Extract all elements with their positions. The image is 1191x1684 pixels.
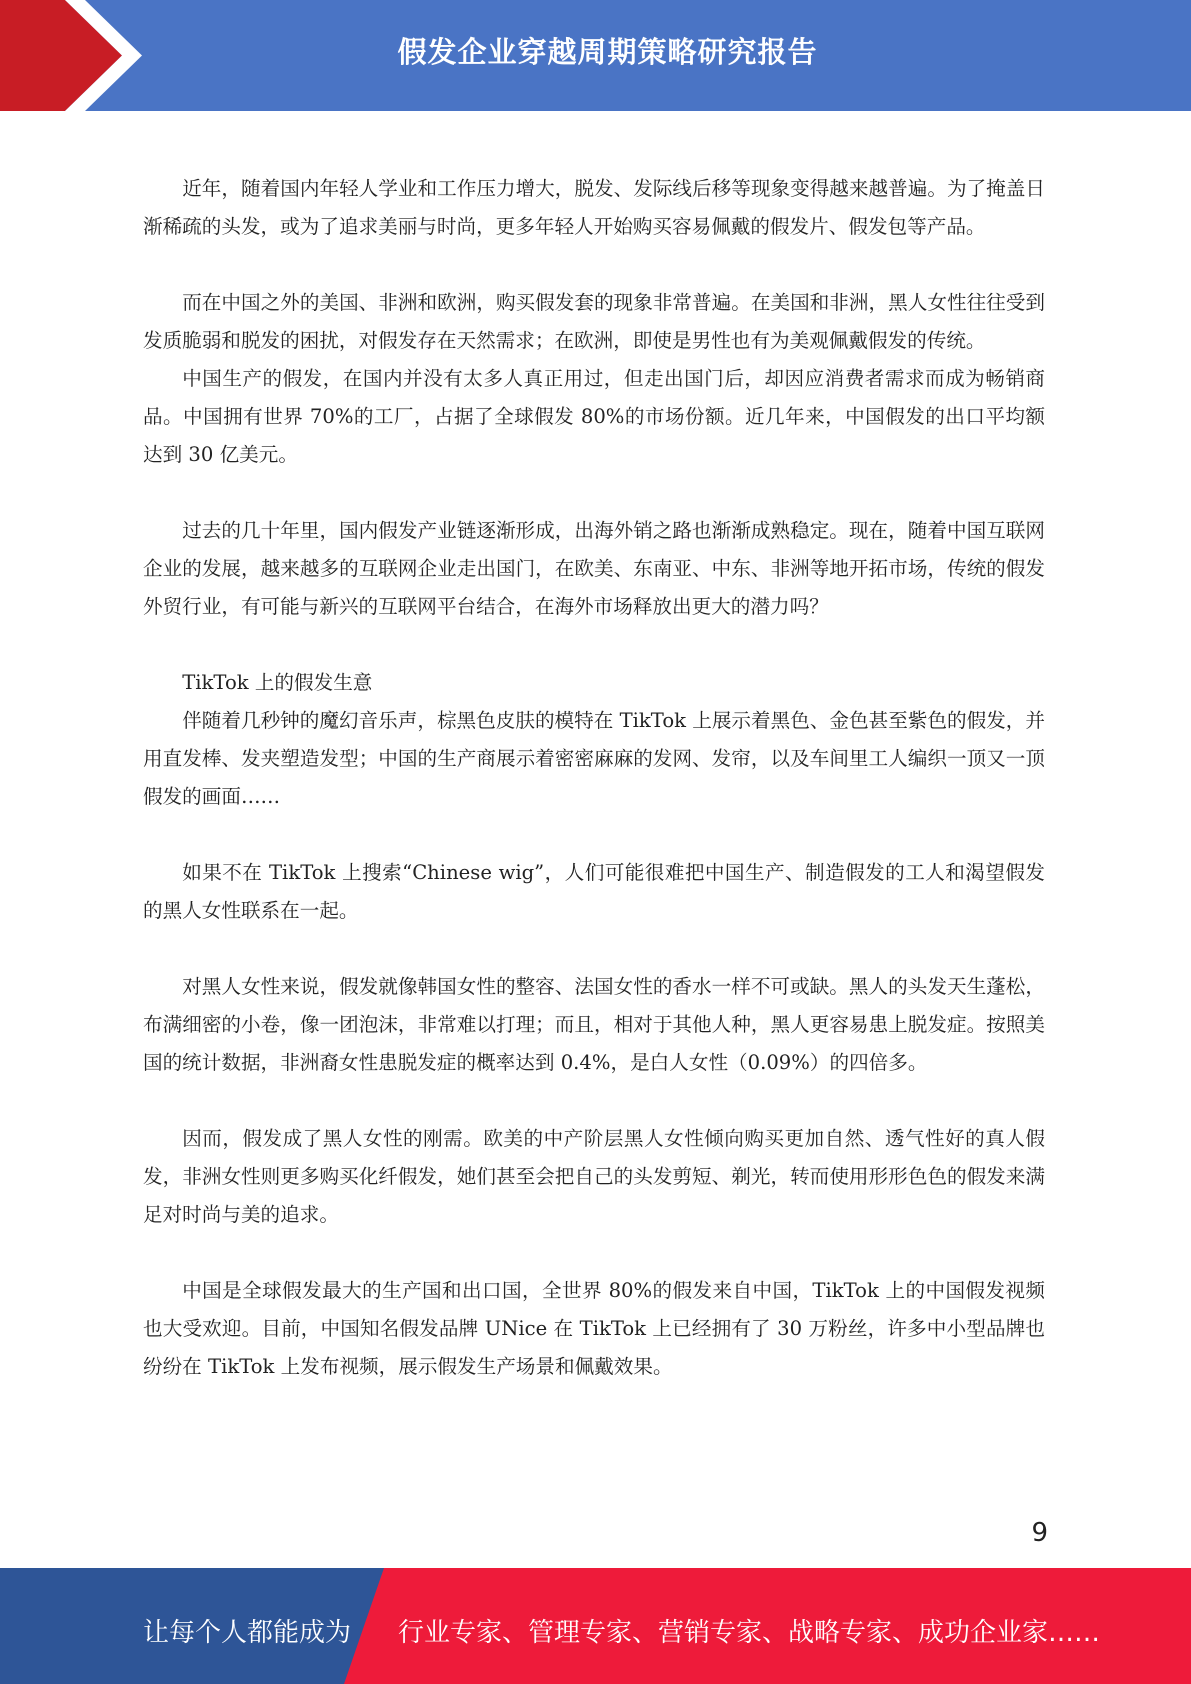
page-footer bbox=[0, 1568, 1191, 1684]
section-subheading: TikTok 上的假发生意 bbox=[182, 671, 373, 694]
paragraph: 中国生产的假发，在国内并没有太多人真正用过，但走出国门后，却因应消费者需求而成为畅销商品。中国拥有世界 70%的工厂，占据了全球假发 80%的市场份额。近几年来，中国假发的出口平均额达到 30 亿美元。 bbox=[143, 367, 1045, 466]
paragraph: 对黑人女性来说，假发就像韩国女性的整容、法国女性的香水一样不可或缺。黑人的头发天生蓬松，布满细密的小卷，像一团泡沫，非常难以打理；而且，相对于其他人种，黑人更容易患上脱发症。按照美国的统计数据，非洲裔女性患脱发症的概率达到 0.4%，是白人女性（0.09%）的四倍多。 bbox=[143, 975, 1045, 1074]
paragraph: 过去的几十年里，国内假发产业链逐渐形成，出海外销之路也渐渐成熟稳定。现在，随着中国互联网企业的发展，越来越多的互联网企业走出国门，在欧美、东南亚、中东、非洲等地开拓市场，传统的假发外贸行业，有可能与新兴的互联网平台结合，在海外市场释放出更大的潜力吗？ bbox=[143, 519, 1045, 618]
paragraph: 伴随着几秒钟的魔幻音乐声，棕黑色皮肤的模特在 TikTok 上展示着黑色、金色甚至紫色的假发，并用直发棒、发夹塑造发型；中国的生产商展示着密密麻麻的发网、发帘，以及车间里工人编织一顶又一顶假发的画面…… bbox=[143, 709, 1045, 808]
article-body bbox=[143, 170, 1045, 1386]
paragraph: 因而，假发成了黑人女性的刚需。欧美的中产阶层黑人女性倾向购买更加自然、透气性好的真人假发，非洲女性则更多购买化纤假发，她们甚至会把自己的头发剪短、剃光，转而使用形形色色的假发来满足对时尚与美的追求。 bbox=[143, 1127, 1045, 1226]
paragraph: 近年，随着国内年轻人学业和工作压力增大，脱发、发际线后移等现象变得越来越普遍。为了掩盖日渐稀疏的头发，或为了追求美丽与时尚，更多年轻人开始购买容易佩戴的假发片、假发包等产品。 bbox=[143, 177, 1045, 238]
page-number: 9 bbox=[1031, 1518, 1048, 1548]
paragraph: 如果不在 TikTok 上搜索“Chinese wig”，人们可能很难把中国生产、制造假发的工人和渴望假发的黑人女性联系在一起。 bbox=[143, 861, 1045, 922]
footer-slogan-left: 让每个人都能成为 bbox=[143, 1618, 352, 1648]
report-title: 假发企业穿越周期策略研究报告 bbox=[397, 35, 818, 69]
footer-slogan-right: 行业专家、管理专家、营销专家、战略专家、成功企业家…… bbox=[398, 1618, 1101, 1648]
paragraph: 中国是全球假发最大的生产国和出口国，全世界 80%的假发来自中国，TikTok 上的中国假发视频也大受欢迎。目前，中国知名假发品牌 UNice 在 TikTok 上已经拥有了 30 万粉丝，许多中小型品牌也纷纷在 TikTok 上发布视频，展示假发生产场景和佩戴效果。 bbox=[143, 1279, 1045, 1378]
page-header bbox=[0, 0, 1191, 111]
paragraph: 而在中国之外的美国、非洲和欧洲，购买假发套的现象非常普遍。在美国和非洲，黑人女性往往受到发质脆弱和脱发的困扰，对假发存在天然需求；在欧洲，即使是男性也有为美观佩戴假发的传统。 bbox=[143, 291, 1045, 352]
